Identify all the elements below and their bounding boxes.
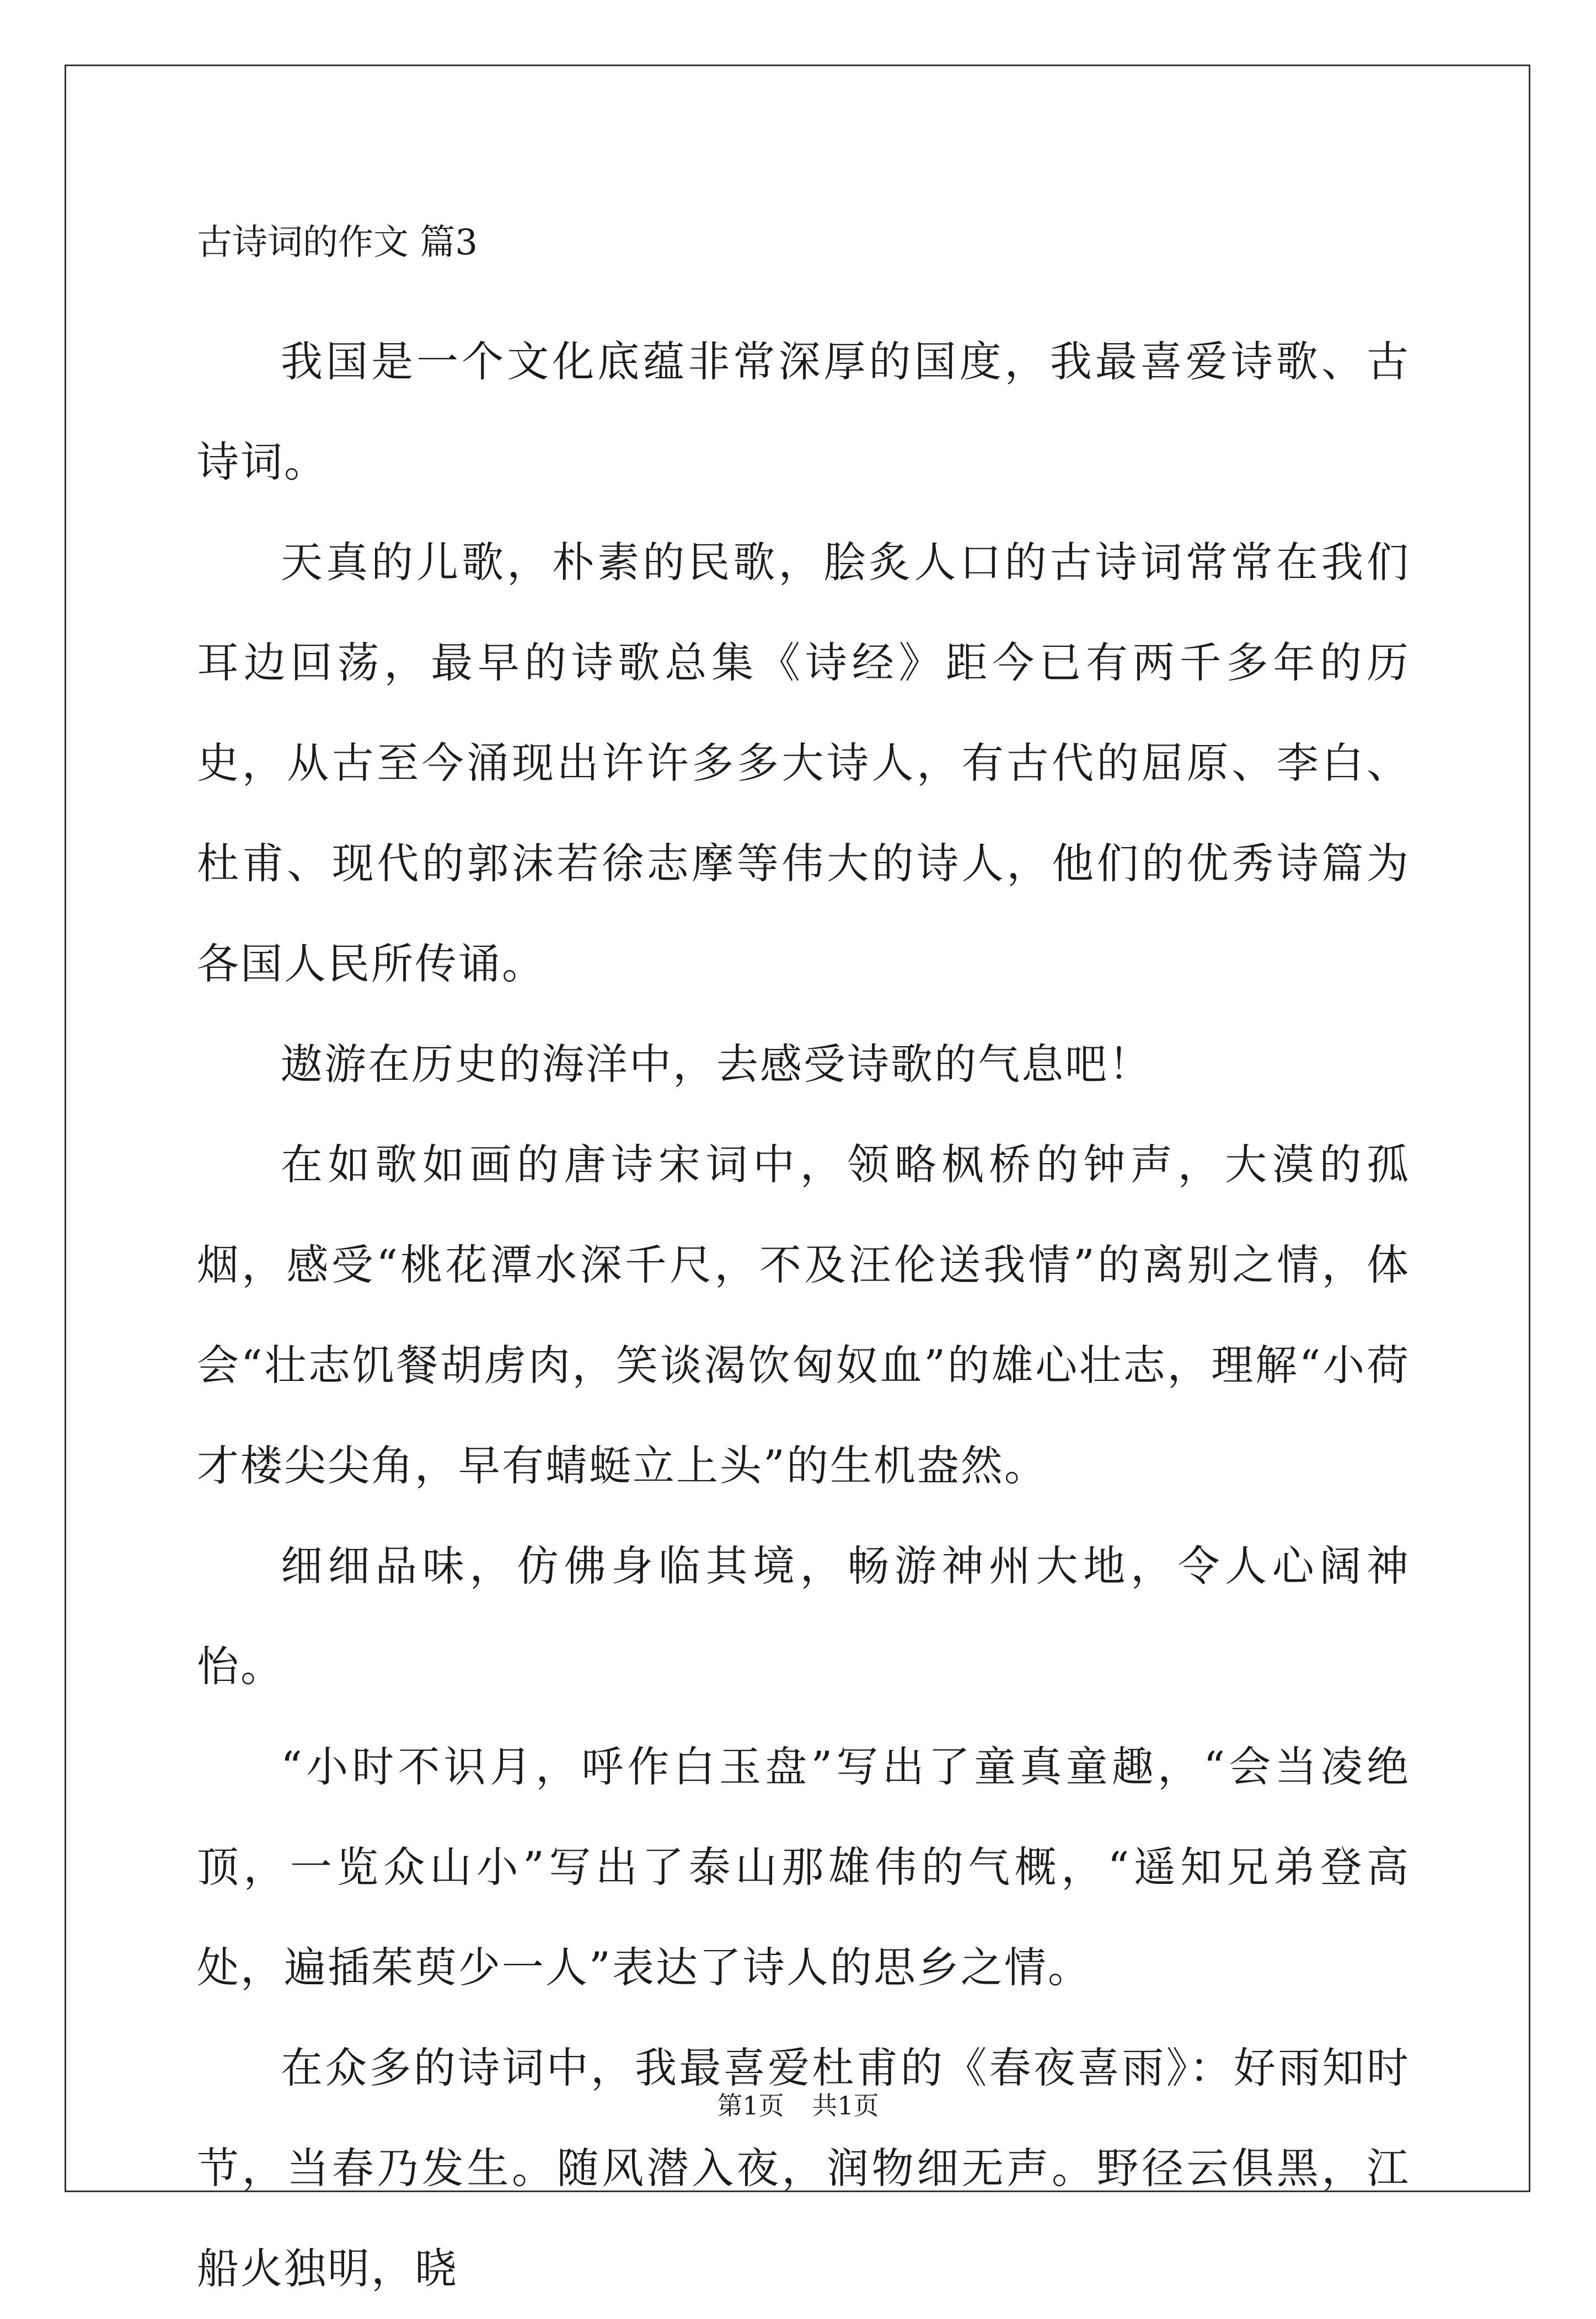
paragraph-6: “小时不识月，呼作白玉盘”写出了童真童趣，“会当凌绝顶，一览众山小”写出了泰山那雄伟的气概，“遥知兄弟登高处，遍插茱萸少一人”表达了诗人的思乡之情。 [197, 1742, 1410, 1992]
paragraph-4: 在如歌如画的唐诗宋词中，领略枫桥的钟声，大漠的孤烟，感受“桃花潭水深千尺，不及汪伦送我情”的离别之情，体会“壮志饥餐胡虏肉，笑谈渴饮匈奴血”的雄心壮志，理解“小荷才楼尖尖角，早有蜻蜓立上头”的生机盎然。 [197, 1140, 1410, 1490]
paragraph-7: 在众多的诗词中，我最喜爱杜甫的《春夜喜雨》：好雨知时节，当春乃发生。随风潜入夜，润物细无声。野径云俱黑，江船火独明，晓 [197, 2043, 1410, 2293]
page-footer [0, 2089, 1596, 2122]
page-number-current: 第1页 [717, 2091, 784, 2120]
paragraph-3: 遨游在历史的海洋中，去感受诗歌的气息吧！ [281, 1040, 1152, 1089]
paragraph-5: 细细品味，仿佛身临其境，畅游神州大地，令人心阔神怡。 [197, 1541, 1410, 1691]
page-number-total: 共1页 [812, 2091, 879, 2120]
paragraph-2: 天真的儿歌，朴素的民歌，脍炙人口的古诗词常常在我们耳边回荡，最早的诗歌总集《诗经》距今已有两千多年的历史，从古至今涌现出许许多多大诗人，有古代的屈原、李白、杜甫、现代的郭沫若徐志摩等伟大的诗人，他们的优秀诗篇为各国人民所传诵。 [197, 538, 1410, 988]
document-title: 古诗词的作文 篇3 [197, 222, 478, 263]
paragraph-1: 我国是一个文化底蕴非常深厚的国度，我最喜爱诗歌、古诗词。 [197, 337, 1410, 486]
document-body [197, 218, 1410, 2319]
